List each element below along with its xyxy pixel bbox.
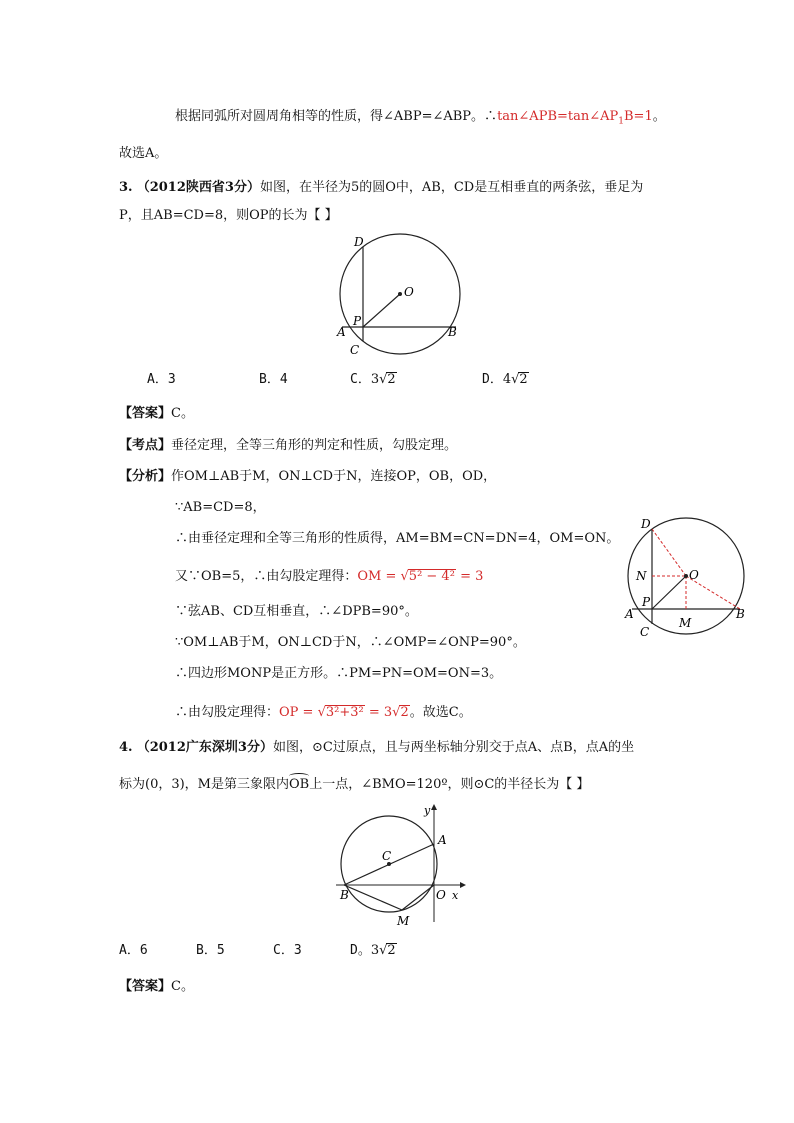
q3b-label-p: P	[642, 595, 651, 609]
q3b-label-a: A	[625, 607, 634, 621]
q4-option-a: A．6	[119, 943, 148, 958]
q3-label-o: O	[404, 285, 414, 299]
q3-op-formula: OP = √3²+3² = 3√2	[279, 705, 409, 720]
q3-stem-line-2: P，且AB=CD=8，则OP的长为【 】	[119, 208, 338, 223]
q3-stem-line-1	[119, 179, 643, 197]
q4-stem-line-2: 标为(0，3)，M是第三象限内OB上一点，∠BMO=120º，则⊙C的半径长为【 】	[119, 777, 590, 792]
prev-line-1: 根据同弧所对圆周角相等的性质，得∠ABP=∠ABP。$\therefore\tan\angle APB=\tan\angle AP_1B=1$。	[175, 109, 666, 127]
prev-line-2: 故选A。	[119, 146, 168, 161]
q3-option-d: D．4√2	[482, 372, 528, 387]
q4-label-c: C	[382, 849, 392, 863]
q4-label-b: B	[340, 888, 349, 902]
q4-option-d: D。3√2	[350, 943, 396, 958]
q3-circle-figure	[330, 232, 470, 358]
q4-arc-ob: OB	[289, 777, 310, 792]
q3-fenxi-3: ∴由垂径定理和全等三角形的性质得，AM=BM=CN=DN=4，OM=ON。	[175, 531, 620, 546]
q3-number: 3.	[119, 180, 133, 195]
q3b-label-d: D	[641, 517, 651, 531]
q3-fenxi-5: ∵弦AB、CD互相垂直，∴∠DPB=90°。	[175, 604, 418, 619]
q4-number: 4.	[119, 740, 133, 755]
q3b-label-o: O	[689, 568, 699, 582]
q4-option-b: B．5	[196, 943, 225, 958]
q4-option-c: C．3	[273, 943, 302, 958]
q3-kaodian-tag: 【考点】	[119, 438, 172, 453]
q4-answer-tag: 【答案】	[119, 979, 172, 994]
prev-line-1-formula: $\tan\angle APB=\tan\angle AP_1B=1$	[497, 109, 653, 127]
q3-fenxi-8: ∴由勾股定理得：OP = √3²+3² = 3√2。故选C。	[175, 705, 472, 720]
q3-center-dot	[398, 292, 402, 296]
q3-label-d: D	[354, 235, 364, 249]
q4-segment-mo	[402, 885, 434, 910]
q3-om-formula: OM = √5² − 4² = 3	[357, 569, 484, 584]
q3-answer-tag: 【答案】	[119, 406, 172, 421]
q4-label-y: y	[424, 804, 431, 817]
q3b-center-dot	[684, 574, 688, 578]
q4-x-arrow	[460, 882, 466, 888]
q3b-segment-od	[652, 529, 686, 576]
q3b-label-n: N	[636, 569, 647, 583]
q3-label-a: A	[337, 325, 346, 339]
q3-answer: 【答案】C。	[119, 406, 194, 421]
q3-source: （2012陕西省3分）	[136, 180, 260, 195]
q3-fenxi-2: ∵AB=CD=8，	[175, 500, 266, 515]
q3-segment-op	[363, 294, 400, 327]
q3b-segment-op	[652, 576, 686, 609]
q3-option-b: B．4	[259, 372, 288, 387]
q3-analysis-figure	[618, 514, 750, 644]
q3b-label-c: C	[640, 625, 650, 639]
q3b-label-b: B	[736, 607, 745, 621]
q3-option-c: C．3√2	[350, 372, 396, 387]
q3-fenxi-6: ∵OM⊥AB于M，ON⊥CD于N，∴∠OMP=∠ONP=90°。	[175, 635, 526, 650]
q4-label-a: A	[438, 833, 447, 847]
q3-label-p: P	[353, 314, 362, 328]
q4-segment-bm	[344, 885, 402, 910]
q4-y-arrow	[431, 804, 437, 810]
q4-circle-figure	[332, 802, 468, 930]
q4-label-x: x	[452, 889, 459, 902]
q3-fenxi-1: 【分析】作OM⊥AB于M，ON⊥CD于N，连接OP，OB，OD，	[119, 469, 497, 484]
q3b-label-m: M	[679, 616, 692, 630]
q3-option-a: A．3	[147, 372, 176, 387]
q3-fenxi-7: ∴四边形MONP是正方形。∴PM=PN=OM=ON=3。	[175, 666, 503, 681]
q4-answer: 【答案】C。	[119, 979, 194, 994]
q4-text-1: 如图，⊙C过原点，且与两坐标轴分别交于点A、点B，点A的坐	[272, 740, 635, 755]
q3-fenxi-tag: 【分析】	[119, 469, 172, 484]
q3-kaodian: 【考点】垂径定理，全等三角形的判定和性质，勾股定理。	[119, 438, 458, 453]
q3-fenxi-4: 又∵OB=5，∴由勾股定理得：OM = √5² − 4² = 3	[175, 569, 484, 584]
prev-line-1-text: 根据同弧所对圆周角相等的性质，得∠ABP=∠ABP。∴	[175, 109, 498, 124]
q3-label-c: C	[350, 343, 360, 357]
q4-label-o: O	[436, 888, 446, 902]
q4-stem-line-1	[119, 739, 634, 757]
q3-label-b: B	[448, 325, 457, 339]
q3-text-1: 如图，在半径为5的圆O中，AB，CD是互相垂直的两条弦，垂足为	[259, 180, 644, 195]
q4-label-m: M	[397, 914, 410, 928]
q4-source: （2012广东深圳3分）	[136, 740, 273, 755]
